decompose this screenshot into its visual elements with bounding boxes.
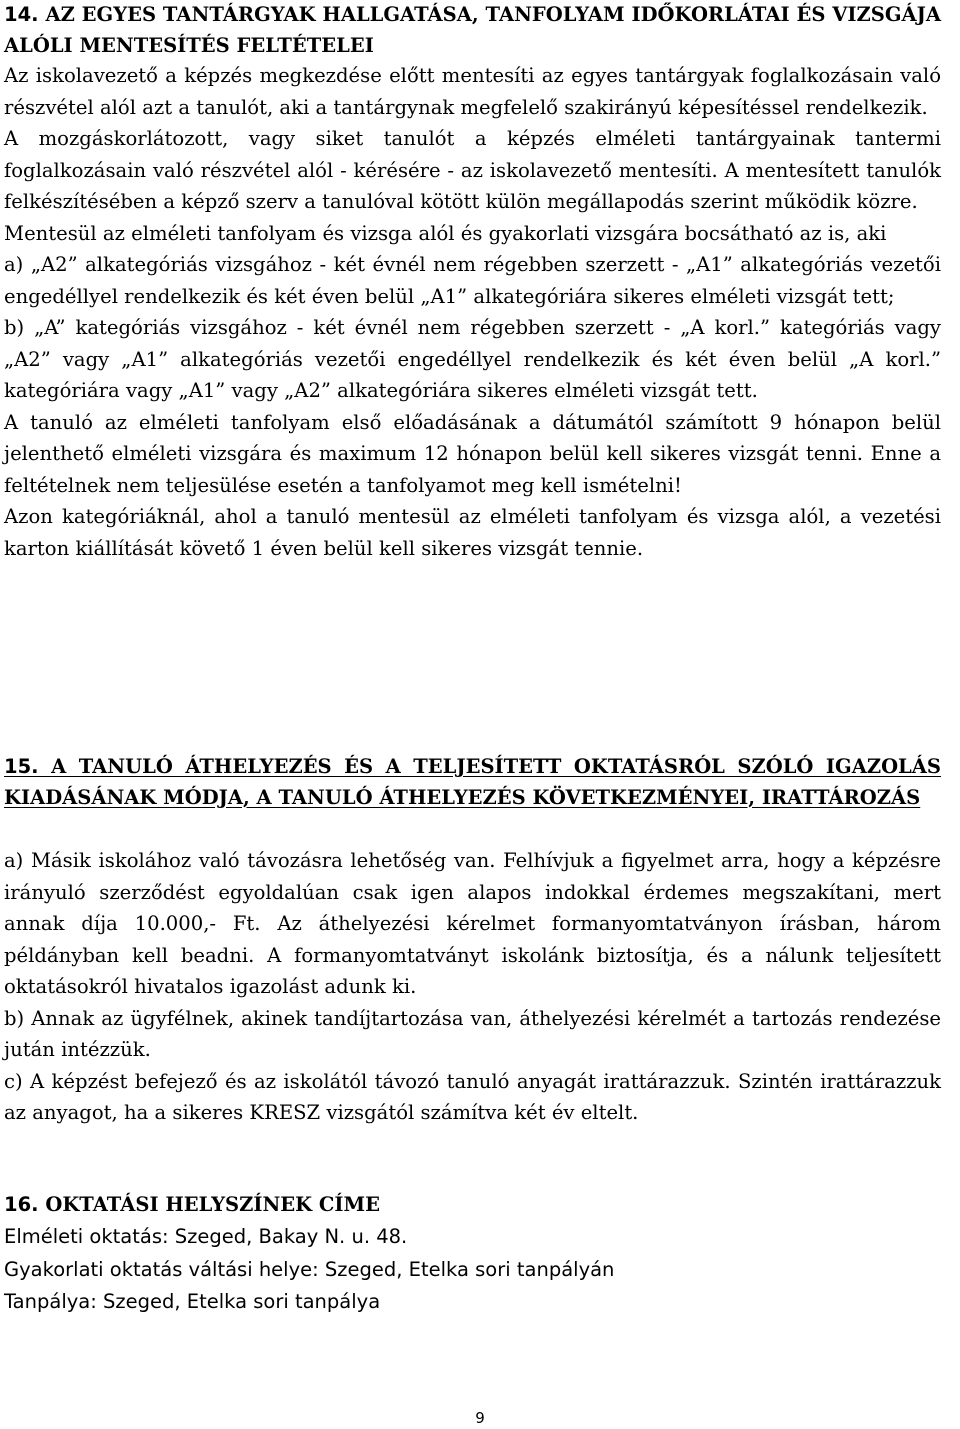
- section-15-title: A TANULÓ ÁTHELYEZÉS ÉS A TELJESÍTETT OKTATÁSRÓL SZÓLÓ IGAZOLÁS KIADÁSÁNAK MÓDJA, A TANULÓ ÁTHELYEZÉS KÖVETKEZMÉNYEI, IRATTÁROZÁS: [4, 755, 941, 809]
- section-15-heading: [4, 752, 941, 813]
- section-14-paragraph: Az iskolavezető a képzés megkezdése előtt mentesíti az egyes tantárgyak foglalkozásain való részvétel alól azt a tanulót, aki a tantárgynak megfelelő szakirányú képesítéssel rendelkezik.: [4, 64, 941, 119]
- address-line: Tanpálya: Szeged, Etelka sori tanpálya: [4, 1290, 381, 1313]
- section-15: [4, 752, 941, 813]
- section-14-paragraph: A mozgáskorlátozott, vagy siket tanulót a képzés elméleti tantárgyainak tantermi foglalkozásain való részvétel alól - kérésére - az iskolavezető mentesíti. A mentesített tanulók felkészítésében a képző szerv a tanulóval kötött külön megállapodás szerint működik közre.: [4, 127, 941, 213]
- address-line: Elméleti oktatás: Szeged, Bakay N. u. 48.: [4, 1225, 408, 1248]
- section-14-paragraph: Mentesül az elméleti tanfolyam és vizsga alól és gyakorlati vizsgára bocsátható az is, aki: [4, 221, 887, 245]
- section-16-heading: [4, 1190, 941, 1221]
- section-14-title: AZ EGYES TANTÁRGYAK HALLGATÁSA, TANFOLYAM IDŐKORLÁTAI ÉS VIZSGÁJA ALÓLI MENTESÍTÉS FELTÉTELEI: [4, 3, 942, 57]
- section-14-paragraph: Azon kategóriáknál, ahol a tanuló mentesül az elméleti tanfolyam és vizsga alól, a vezetési karton kiállítását követő 1 éven belül kell sikeres vizsgát tennie.: [4, 505, 941, 560]
- section-15-number: 15.: [4, 755, 39, 778]
- section-15-paragraph: c) A képzést befejező és az iskolától távozó tanuló anyagát irattárazzuk. Szintén irattárazzuk az anyagot, ha a sikeres KRESZ vizsgától számítva két év eltelt.: [4, 1069, 941, 1124]
- section-14-heading: [4, 0, 941, 61]
- section-14: [4, 0, 941, 61]
- section-16-number: 16.: [4, 1193, 39, 1216]
- section-15-paragraph: b) Annak az ügyfélnek, akinek tandíjtartozása van, áthelyezési kérelmét a tartozás rendezése jután intézzük.: [4, 1006, 941, 1061]
- section-14-paragraph: b) „A” kategóriás vizsgához - két évnél nem régebben szerzett - „A korl.” kategóriás vagy „A2” vagy „A1” alkategóriás vezetői engedéllyel rendelkezik és két éven belül „A korl.” kategóriára vagy „A1” vagy „A2” alkategóriára sikeres elméleti vizsgát tett.: [4, 316, 941, 402]
- section-14-paragraph: A tanuló az elméleti tanfolyam első előadásának a dátumától számított 9 hónapon belül jelenthető elméleti vizsgára és maximum 12 hónapon belül kell sikeres vizsgát tenni. Enne a feltételnek nem teljesülése esetén a tanfolyamot meg kell ismételni!: [4, 410, 941, 497]
- section-14-number: 14.: [4, 3, 39, 26]
- section-14-body: [4, 60, 941, 564]
- section-15-paragraph: a) Másik iskolához való távozásra lehetőség van. Felhívjuk a figyelmet arra, hogy a képzésre irányuló szerződést egyoldalúan csak igen alapos indokkal érdemes megszakítani, mert annak díja 10.000,- Ft. Az áthelyezési kérelmet formanyomtatványon írásban, három példányban kell beadni. A formanyomtatványt iskolánk biztosítja, és a nálunk teljesített oktatásokról hivatalos igazolást adunk ki.: [4, 849, 941, 998]
- section-16-body: [4, 1221, 941, 1319]
- address-line: Gyakorlati oktatás váltási helye: Szeged, Etelka sori tanpályán: [4, 1257, 615, 1281]
- section-16: [4, 1190, 941, 1221]
- section-14-paragraph: a) „A2” alkategóriás vizsgához - két évnél nem régebben szerzett - „A1” alkategóriás vezetői engedéllyel rendelkezik és két éven belül „A1” alkategóriára sikeres elméleti vizsgát tett;: [4, 253, 941, 308]
- section-15-body: [4, 845, 941, 1129]
- page-number: 9: [475, 1409, 485, 1427]
- section-16-title: OKTATÁSI HELYSZÍNEK CÍME: [45, 1193, 380, 1216]
